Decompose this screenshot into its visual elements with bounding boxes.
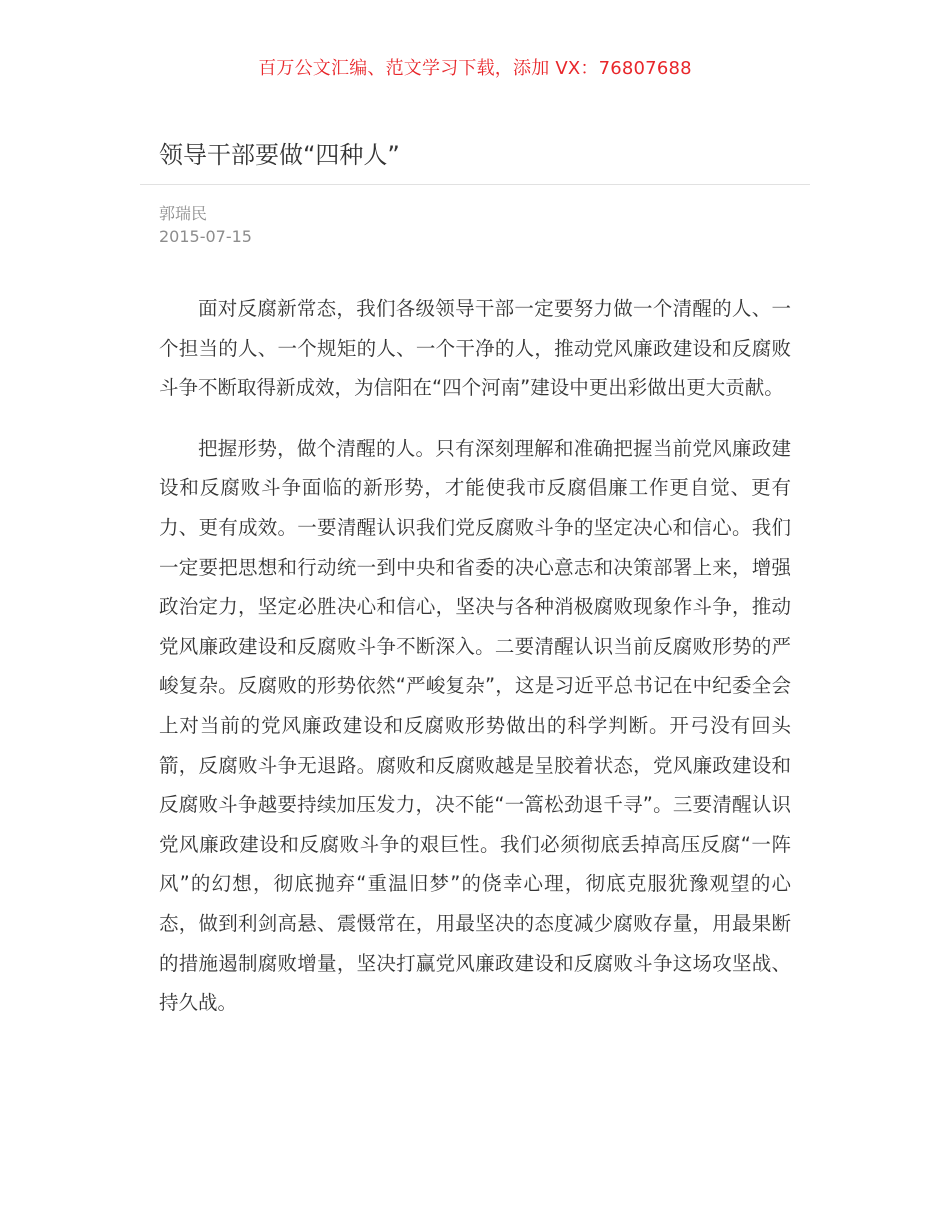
article-author: 郭瑞民 xyxy=(159,204,208,223)
article-date: 2015-07-15 xyxy=(159,227,252,246)
article-body xyxy=(159,289,791,1044)
download-banner: 百万公文汇编、范文学习下载，添加 VX：76807688 xyxy=(258,58,692,79)
article-title: 领导干部要做“四种人” xyxy=(159,141,400,169)
title-divider xyxy=(140,184,810,185)
article-paragraph: 把握形势，做个清醒的人。只有深刻理解和准确把握当前党风廉政建设和反腐败斗争面临的新形势，才能使我市反腐倡廉工作更自觉、更有力、更有成效。一要清醒认识我们党反腐败斗争的坚定决心和信心。我们一定要把思想和行动统一到中央和省委的决心意志和决策部署上来，增强政治定力，坚定必胜决心和信心，坚决与各种消极腐败现象作斗争，推动党风廉政建设和反腐败斗争不断深入。二要清醒认识当前反腐败形势的严峻复杂。反腐败的形势依然“严峻复杂”，这是习近平总书记在中纪委全会上对当前的党风廉政建设和反腐败形势做出的科学判断。开弓没有回头箭，反腐败斗争无退路。腐败和反腐败越是呈胶着状态，党风廉政建设和反腐败斗争越要持续加压发力，决不能“一篙松劲退千寻”。三要清醒认识党风廉政建设和反腐败斗争的艰巨性。我们必须彻底丢掉高压反腐“一阵风”的幻想，彻底抛弃“重温旧梦”的侥幸心理，彻底克服犹豫观望的心态，做到利剑高悬、震慑常在，用最坚决的态度减少腐败存量，用最果断的措施遏制腐败增量，坚决打赢党风廉政建设和反腐败斗争这场攻坚战、持久战。 xyxy=(159,436,791,1015)
article-paragraph: 面对反腐新常态，我们各级领导干部一定要努力做一个清醒的人、一个担当的人、一个规矩的人、一个干净的人，推动党风廉政建设和反腐败斗争不断取得新成效，为信阳在“四个河南”建设中更出彩做出更大贡献。 xyxy=(159,297,791,400)
